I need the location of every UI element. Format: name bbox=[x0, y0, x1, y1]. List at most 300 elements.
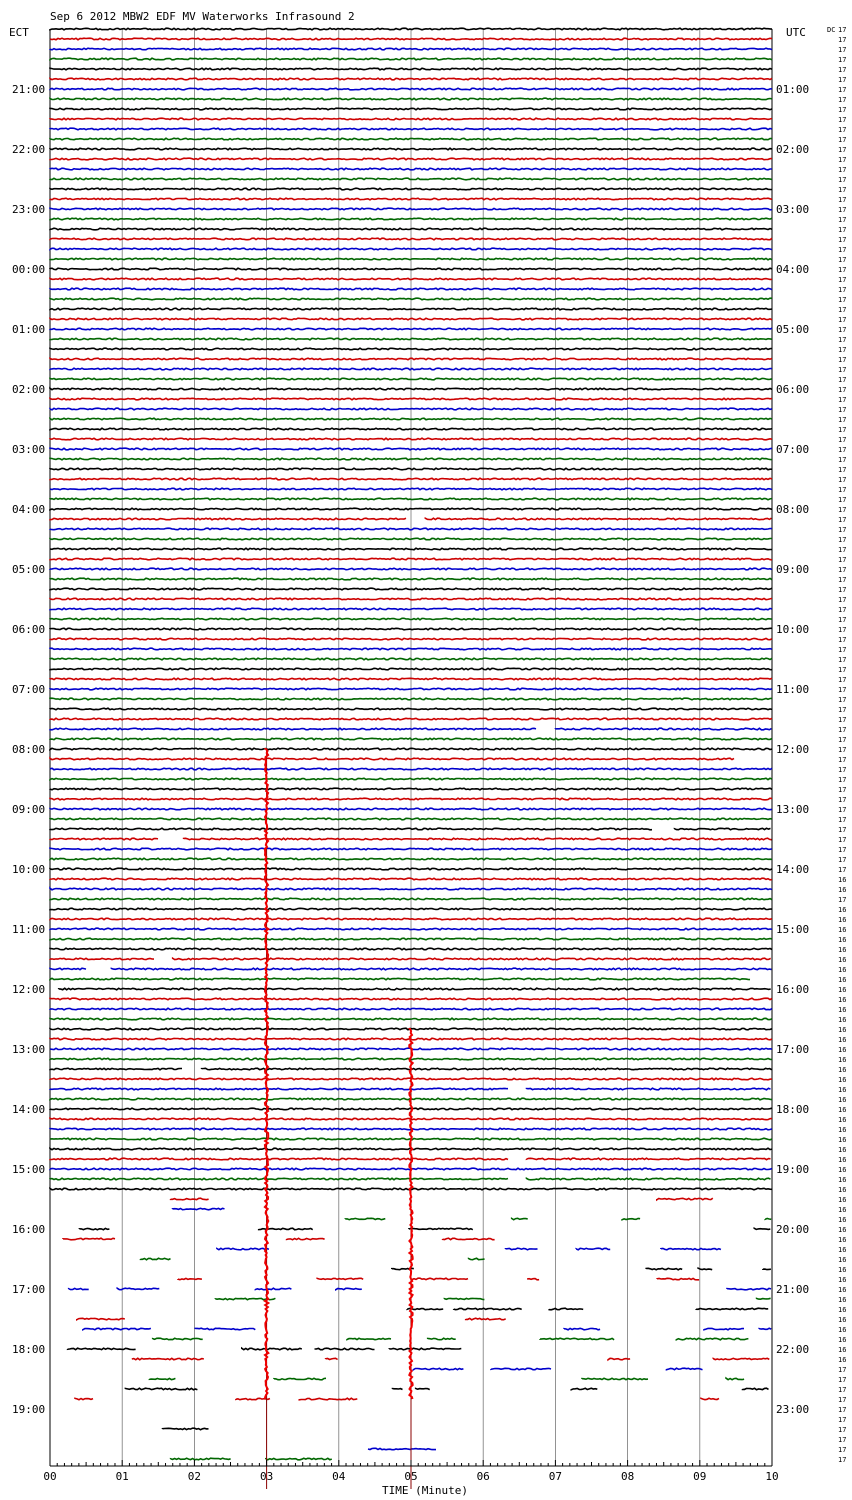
trace-scale-label: 16 bbox=[838, 1136, 847, 1144]
trace-scale-label: 17 bbox=[838, 586, 847, 594]
trace-scale-label: 17 bbox=[838, 796, 847, 804]
trace-scale-label: 17 bbox=[838, 756, 847, 764]
trace-row-51 bbox=[50, 538, 772, 540]
trace-row-125 bbox=[412, 1278, 468, 1279]
trace-scale-label: 16 bbox=[838, 1236, 847, 1244]
trace-scale-label: 17 bbox=[838, 136, 847, 144]
trace-scale-label: 16 bbox=[838, 1326, 847, 1334]
trace-row-75 bbox=[50, 778, 772, 780]
trace-scale-label: 17 bbox=[838, 466, 847, 474]
trace-row-126 bbox=[117, 1288, 159, 1290]
trace-scale-label: 17 bbox=[838, 56, 847, 64]
trace-row-143 bbox=[266, 1458, 332, 1460]
trace-scale-label: 16 bbox=[838, 1216, 847, 1224]
x-tick-label: 00 bbox=[43, 1470, 57, 1483]
trace-row-80 bbox=[50, 828, 652, 830]
trace-scale-label: 17 bbox=[838, 326, 847, 334]
trace-row-36 bbox=[50, 388, 772, 390]
trace-row-99 bbox=[50, 1018, 772, 1020]
trace-scale-label: 17 bbox=[838, 306, 847, 314]
trace-row-113 bbox=[527, 1158, 771, 1160]
trace-row-136 bbox=[571, 1388, 597, 1390]
trace-row-106 bbox=[50, 1088, 508, 1090]
trace-scale-label: 17 bbox=[838, 1396, 847, 1404]
trace-row-120 bbox=[754, 1228, 770, 1229]
trace-row-133 bbox=[326, 1358, 338, 1359]
trace-scale-label: 16 bbox=[838, 1036, 847, 1044]
event-trace-0 bbox=[265, 749, 268, 1399]
trace-row-79 bbox=[50, 818, 772, 820]
left-hour-label: 07:00 bbox=[12, 683, 46, 696]
trace-scale-label: 16 bbox=[838, 966, 847, 974]
trace-row-69 bbox=[50, 718, 772, 720]
trace-scale-label: 17 bbox=[838, 186, 847, 194]
trace-scale-label: 16 bbox=[838, 1306, 847, 1314]
trace-row-32 bbox=[50, 348, 772, 350]
trace-row-118 bbox=[173, 1208, 225, 1210]
right-hour-label: 03:00 bbox=[776, 203, 810, 216]
trace-row-1 bbox=[50, 38, 772, 40]
trace-scale-label: 17 bbox=[838, 626, 847, 634]
trace-row-136 bbox=[743, 1388, 769, 1390]
trace-scale-label: 17 bbox=[838, 376, 847, 384]
trace-row-104 bbox=[50, 1068, 182, 1070]
trace-scale-label: 16 bbox=[838, 916, 847, 924]
trace-scale-label: 17 bbox=[838, 396, 847, 404]
trace-row-135 bbox=[149, 1378, 175, 1379]
trace-scale-label: 17 bbox=[838, 866, 847, 874]
trace-scale-label: 16 bbox=[838, 1276, 847, 1284]
trace-row-122 bbox=[217, 1248, 269, 1250]
trace-row-41 bbox=[50, 438, 772, 440]
right-hour-label: 19:00 bbox=[776, 1163, 810, 1176]
trace-row-44 bbox=[50, 468, 772, 470]
trace-scale-label: 16 bbox=[838, 936, 847, 944]
trace-row-27 bbox=[50, 298, 772, 300]
trace-scale-label: 17 bbox=[838, 786, 847, 794]
trace-scale-label: 17 bbox=[838, 706, 847, 714]
trace-row-49 bbox=[425, 518, 771, 520]
trace-row-58 bbox=[50, 608, 772, 610]
x-tick-label: 02 bbox=[187, 1470, 202, 1483]
trace-row-43 bbox=[50, 458, 772, 460]
x-tick-label: 01 bbox=[115, 1470, 129, 1483]
trace-row-113 bbox=[50, 1158, 508, 1160]
trace-scale-label: 17 bbox=[838, 1436, 847, 1444]
trace-scale-label: 16 bbox=[838, 1226, 847, 1234]
trace-scale-label: 17 bbox=[838, 356, 847, 364]
trace-scale-label: 16 bbox=[838, 1146, 847, 1154]
trace-scale-label: 16 bbox=[838, 1256, 847, 1264]
right-hour-label: 05:00 bbox=[776, 323, 810, 336]
trace-scale-label: 17 bbox=[838, 1366, 847, 1374]
trace-scale-label: 17 bbox=[838, 1446, 847, 1454]
trace-row-20 bbox=[50, 228, 772, 230]
trace-scale-label: 17 bbox=[838, 616, 847, 624]
trace-scale-label: 17 bbox=[838, 66, 847, 74]
trace-scale-label: 17 bbox=[838, 666, 847, 674]
trace-row-132 bbox=[315, 1348, 375, 1350]
trace-row-0 bbox=[50, 28, 772, 30]
trace-scale-label: 17 bbox=[838, 476, 847, 484]
trace-row-73 bbox=[50, 758, 734, 760]
trace-scale-label: 16 bbox=[838, 986, 847, 994]
trace-scale-label: 17 bbox=[838, 436, 847, 444]
trace-row-128 bbox=[549, 1308, 583, 1310]
trace-scale-label: 17 bbox=[838, 286, 847, 294]
trace-scale-label: 16 bbox=[838, 1046, 847, 1054]
trace-scale-label: 17 bbox=[838, 546, 847, 554]
right-hour-label: 15:00 bbox=[776, 923, 810, 936]
trace-scale-label: 16 bbox=[838, 1206, 847, 1214]
trace-scale-label: 16 bbox=[838, 1016, 847, 1024]
trace-scale-label: 17 bbox=[838, 446, 847, 454]
trace-scale-label: 16 bbox=[838, 1006, 847, 1014]
trace-row-122 bbox=[576, 1248, 610, 1250]
trace-scale-label: 17 bbox=[838, 636, 847, 644]
trace-row-93 bbox=[50, 958, 154, 960]
trace-scale-label: 17 bbox=[838, 566, 847, 574]
trace-row-132 bbox=[242, 1348, 302, 1350]
trace-scale-label: 17 bbox=[838, 826, 847, 834]
trace-scale-label: 17 bbox=[838, 346, 847, 354]
trace-row-49 bbox=[50, 518, 406, 520]
trace-row-131 bbox=[676, 1338, 748, 1340]
trace-row-131 bbox=[347, 1338, 391, 1339]
trace-scale-label: 17 bbox=[838, 236, 847, 244]
trace-scale-label: 16 bbox=[838, 1096, 847, 1104]
trace-scale-label: 17 bbox=[838, 76, 847, 84]
trace-scale-label: 17 bbox=[838, 496, 847, 504]
right-hour-label: 10:00 bbox=[776, 623, 810, 636]
left-hour-label: 13:00 bbox=[12, 1043, 46, 1056]
trace-row-130 bbox=[759, 1328, 771, 1329]
x-tick-label: 05 bbox=[404, 1470, 418, 1483]
trace-row-68 bbox=[50, 708, 772, 710]
trace-scale-label: 17 bbox=[838, 1426, 847, 1434]
trace-row-2 bbox=[50, 48, 772, 50]
trace-scale-label: 16 bbox=[838, 1346, 847, 1354]
trace-row-93 bbox=[173, 958, 771, 960]
trace-row-130 bbox=[195, 1328, 255, 1330]
trace-scale-label: 17 bbox=[838, 1406, 847, 1414]
trace-row-143 bbox=[171, 1458, 231, 1460]
trace-scale-label: 17 bbox=[838, 96, 847, 104]
x-tick-label: 09 bbox=[693, 1470, 707, 1483]
trace-row-127 bbox=[444, 1298, 484, 1299]
trace-scale-label: 17 bbox=[838, 156, 847, 164]
trace-scale-label: 17 bbox=[838, 416, 847, 424]
trace-row-133 bbox=[713, 1358, 769, 1359]
left-hour-label: 02:00 bbox=[12, 383, 46, 396]
trace-scale-label: 17 bbox=[838, 256, 847, 264]
trace-scale-label: 17 bbox=[838, 126, 847, 134]
trace-row-21 bbox=[50, 238, 772, 240]
trace-row-71 bbox=[50, 738, 772, 740]
trace-scale-label: 17 bbox=[838, 246, 847, 254]
trace-row-136 bbox=[416, 1389, 430, 1390]
trace-scale-label: 17 bbox=[838, 526, 847, 534]
trace-scale-label: 16 bbox=[838, 1176, 847, 1184]
trace-scale-label: 17 bbox=[838, 116, 847, 124]
trace-row-64 bbox=[50, 668, 772, 670]
trace-scale-label: 16 bbox=[838, 1026, 847, 1034]
trace-scale-label: 17 bbox=[838, 226, 847, 234]
trace-row-135 bbox=[274, 1378, 326, 1380]
trace-row-126 bbox=[255, 1288, 291, 1290]
trace-row-140 bbox=[163, 1428, 209, 1430]
trace-row-88 bbox=[50, 908, 772, 910]
right-hour-label: 22:00 bbox=[776, 1343, 810, 1356]
trace-row-31 bbox=[50, 338, 772, 340]
trace-row-23 bbox=[50, 258, 772, 260]
trace-row-124 bbox=[698, 1268, 712, 1270]
right-hour-label: 16:00 bbox=[776, 983, 810, 996]
trace-row-9 bbox=[50, 118, 772, 120]
left-hour-label: 14:00 bbox=[12, 1103, 46, 1116]
trace-row-106 bbox=[527, 1088, 771, 1090]
trace-scale-label: 16 bbox=[838, 1356, 847, 1364]
left-hour-label: 04:00 bbox=[12, 503, 46, 516]
x-tick-label: 06 bbox=[476, 1470, 490, 1483]
trace-row-133 bbox=[608, 1358, 630, 1360]
right-hour-label: 21:00 bbox=[776, 1283, 810, 1296]
trace-scale-label: 17 bbox=[838, 846, 847, 854]
trace-row-120 bbox=[79, 1228, 109, 1229]
right-hour-label: 14:00 bbox=[776, 863, 810, 876]
trace-scale-label: 17 bbox=[838, 596, 847, 604]
trace-scale-label: 16 bbox=[838, 1066, 847, 1074]
trace-row-119 bbox=[512, 1218, 528, 1219]
trace-scale-label: 16 bbox=[838, 906, 847, 914]
trace-row-81 bbox=[50, 838, 158, 840]
right-hour-label: 23:00 bbox=[776, 1403, 810, 1416]
trace-row-67 bbox=[50, 698, 772, 700]
left-hour-label: 11:00 bbox=[12, 923, 46, 936]
trace-row-45 bbox=[50, 478, 772, 480]
left-hour-label: 23:00 bbox=[12, 203, 46, 216]
trace-scale-label: 16 bbox=[838, 1266, 847, 1274]
trace-scale-label: 17 bbox=[838, 196, 847, 204]
trace-scale-label: 16 bbox=[838, 996, 847, 1004]
trace-scale-labels bbox=[838, 26, 846, 1464]
trace-scale-label: 17 bbox=[838, 1416, 847, 1424]
trace-row-117 bbox=[657, 1198, 713, 1200]
trace-scale-label: 17 bbox=[838, 336, 847, 344]
trace-scale-label: 16 bbox=[838, 976, 847, 984]
x-tick-label: 07 bbox=[548, 1470, 563, 1483]
trace-scale-label: 17 bbox=[838, 836, 847, 844]
trace-row-70 bbox=[555, 728, 771, 730]
trace-scale-label: 16 bbox=[838, 1126, 847, 1134]
trace-scale-label: 17 bbox=[838, 816, 847, 824]
trace-row-10 bbox=[50, 128, 772, 130]
trace-scale-label: 16 bbox=[838, 1336, 847, 1344]
trace-row-136 bbox=[125, 1388, 197, 1390]
trace-row-134 bbox=[667, 1368, 703, 1370]
left-hour-label: 12:00 bbox=[12, 983, 46, 996]
trace-scale-label: 17 bbox=[838, 556, 847, 564]
trace-scale-label: 17 bbox=[838, 606, 847, 614]
left-hour-labels bbox=[12, 83, 45, 1416]
trace-row-40 bbox=[50, 428, 772, 430]
trace-row-104 bbox=[202, 1068, 772, 1070]
trace-row-129 bbox=[466, 1318, 506, 1320]
trace-row-80 bbox=[675, 828, 771, 829]
trace-scale-label: 17 bbox=[838, 406, 847, 414]
left-hour-label: 16:00 bbox=[12, 1223, 46, 1236]
trace-scale-label: 17 bbox=[838, 316, 847, 324]
trace-row-133 bbox=[132, 1358, 204, 1360]
trace-row-115 bbox=[527, 1178, 771, 1180]
x-axis bbox=[43, 1460, 778, 1483]
trace-scale-label: 17 bbox=[838, 216, 847, 224]
trace-scale-label: 17 bbox=[838, 166, 847, 174]
trace-scale-label: 17 bbox=[838, 1456, 847, 1464]
left-hour-label: 17:00 bbox=[12, 1283, 46, 1296]
trace-row-16 bbox=[50, 188, 772, 190]
trace-scale-label: 17 bbox=[838, 516, 847, 524]
trace-row-95 bbox=[50, 978, 750, 980]
trace-scale-label: 16 bbox=[838, 876, 847, 884]
trace-row-136 bbox=[393, 1389, 403, 1390]
trace-scale-label: 16 bbox=[838, 926, 847, 934]
x-tick-label: 08 bbox=[620, 1470, 635, 1483]
right-hour-label: 20:00 bbox=[776, 1223, 810, 1236]
trace-scale-label: 17 bbox=[838, 86, 847, 94]
trace-scale-label: 17 bbox=[838, 46, 847, 54]
trace-scale-label: 17 bbox=[838, 646, 847, 654]
trace-scale-label: 17 bbox=[838, 296, 847, 304]
trace-row-17 bbox=[50, 198, 772, 200]
trace-scale-label: 16 bbox=[838, 1106, 847, 1114]
trace-row-142 bbox=[368, 1448, 436, 1449]
trace-row-117 bbox=[171, 1198, 209, 1200]
trace-row-137 bbox=[299, 1398, 357, 1400]
trace-row-126 bbox=[336, 1288, 362, 1289]
trace-scale-label: 16 bbox=[838, 1286, 847, 1294]
chart-title: Sep 6 2012 MBW2 EDF MV Waterworks Infrasound 2 bbox=[50, 10, 355, 23]
trace-scale-label: 17 bbox=[838, 486, 847, 494]
right-hour-label: 04:00 bbox=[776, 263, 810, 276]
trace-scale-label: 16 bbox=[838, 1196, 847, 1204]
trace-scale-label: 17 bbox=[838, 26, 847, 34]
trace-row-12 bbox=[50, 148, 772, 150]
trace-scale-label: 17 bbox=[838, 696, 847, 704]
trace-scale-label: 17 bbox=[838, 766, 847, 774]
right-hour-label: 12:00 bbox=[776, 743, 810, 756]
trace-row-134 bbox=[491, 1368, 551, 1370]
trace-row-122 bbox=[506, 1248, 538, 1250]
trace-row-123 bbox=[141, 1258, 171, 1260]
right-hour-labels bbox=[776, 83, 809, 1416]
trace-scale-label: 17 bbox=[838, 266, 847, 274]
trace-row-120 bbox=[409, 1228, 473, 1229]
left-hour-label: 19:00 bbox=[12, 1403, 46, 1416]
right-hour-label: 06:00 bbox=[776, 383, 810, 396]
trace-scale-label: 17 bbox=[838, 1376, 847, 1384]
x-axis-label: TIME (Minute) bbox=[381, 1484, 469, 1497]
trace-row-125 bbox=[657, 1278, 699, 1280]
trace-scale-label: 16 bbox=[838, 1076, 847, 1084]
trace-scale-label: 16 bbox=[838, 886, 847, 894]
x-tick-label: 10 bbox=[765, 1470, 779, 1483]
trace-scale-label: 17 bbox=[838, 276, 847, 284]
right-hour-label: 18:00 bbox=[776, 1103, 810, 1116]
trace-scale-label: 16 bbox=[838, 956, 847, 964]
left-hour-label: 22:00 bbox=[12, 143, 46, 156]
trace-row-135 bbox=[726, 1378, 744, 1380]
left-hour-label: 18:00 bbox=[12, 1343, 46, 1356]
trace-row-124 bbox=[646, 1268, 682, 1270]
trace-row-115 bbox=[50, 1178, 508, 1180]
trace-scale-label: 17 bbox=[838, 806, 847, 814]
trace-scale-label: 17 bbox=[838, 106, 847, 114]
trace-scale-label: 17 bbox=[838, 716, 847, 724]
trace-scale-label: 17 bbox=[838, 36, 847, 44]
trace-row-125 bbox=[178, 1278, 202, 1279]
trace-scale-label: 17 bbox=[838, 146, 847, 154]
left-hour-label: 15:00 bbox=[12, 1163, 46, 1176]
trace-scale-label: 17 bbox=[838, 536, 847, 544]
trace-scale-label: 16 bbox=[838, 1156, 847, 1164]
trace-row-132 bbox=[68, 1348, 136, 1350]
trace-row-94 bbox=[50, 968, 86, 970]
trace-row-132 bbox=[389, 1348, 461, 1350]
left-hour-label: 21:00 bbox=[12, 83, 46, 96]
left-hour-label: 06:00 bbox=[12, 623, 46, 636]
x-tick-label: 03 bbox=[259, 1470, 274, 1483]
trace-row-130 bbox=[564, 1328, 600, 1330]
trace-row-6 bbox=[50, 88, 772, 90]
trace-row-126 bbox=[727, 1288, 771, 1289]
trace-row-119 bbox=[622, 1218, 640, 1219]
trace-row-70 bbox=[50, 728, 536, 730]
x-tick-label: 04 bbox=[332, 1470, 346, 1483]
trace-row-121 bbox=[63, 1238, 115, 1240]
trace-scale-label: 17 bbox=[838, 386, 847, 394]
left-hour-label: 00:00 bbox=[12, 263, 46, 276]
trace-row-63 bbox=[50, 658, 772, 660]
right-hour-label: 13:00 bbox=[776, 803, 810, 816]
trace-row-130 bbox=[704, 1328, 744, 1329]
trace-row-123 bbox=[469, 1258, 485, 1259]
trace-row-131 bbox=[540, 1338, 614, 1340]
left-hour-label: 03:00 bbox=[12, 443, 46, 456]
trace-row-96 bbox=[59, 988, 771, 990]
trace-row-81 bbox=[184, 838, 772, 840]
right-hour-label: 09:00 bbox=[776, 563, 810, 576]
right-hour-label: 01:00 bbox=[776, 83, 810, 96]
trace-row-94 bbox=[111, 968, 771, 970]
trace-row-134 bbox=[413, 1368, 463, 1370]
trace-row-122 bbox=[661, 1248, 721, 1249]
trace-row-131 bbox=[153, 1338, 203, 1340]
trace-scale-label: 17 bbox=[838, 366, 847, 374]
trace-scale-label: 16 bbox=[838, 1116, 847, 1124]
trace-scale-label: 16 bbox=[838, 1056, 847, 1064]
trace-row-66 bbox=[50, 688, 772, 690]
trace-row-128 bbox=[454, 1308, 522, 1310]
right-hour-label: 17:00 bbox=[776, 1043, 810, 1056]
trace-row-119 bbox=[345, 1218, 385, 1219]
trace-scale-label: 17 bbox=[838, 856, 847, 864]
trace-row-121 bbox=[287, 1238, 325, 1239]
left-hour-label: 08:00 bbox=[12, 743, 46, 756]
left-hour-label: 05:00 bbox=[12, 563, 46, 576]
trace-row-89 bbox=[50, 918, 772, 920]
trace-row-18 bbox=[50, 208, 772, 210]
